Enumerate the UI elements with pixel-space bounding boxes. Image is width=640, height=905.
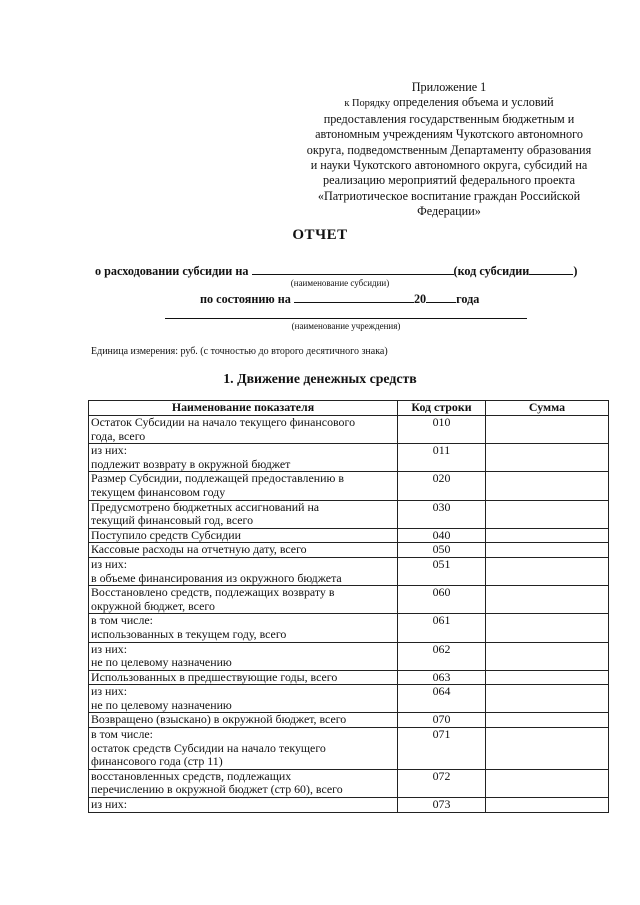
annex-title: Приложение 1 — [411, 80, 487, 94]
sum-cell[interactable] — [486, 586, 609, 614]
indicator-name-line: Кассовые расходы на отчетную дату, всего — [91, 542, 307, 557]
indicator-name-line: из них: — [91, 684, 128, 699]
indicator-name-line: не по целевому назначению — [91, 655, 232, 670]
indicator-name-cell — [89, 557, 398, 585]
row-code-cell: 010 — [398, 416, 486, 444]
row-code-cell: 011 — [398, 444, 486, 472]
indicator-name-line: остаток средств Субсидии на начало текущего — [91, 740, 326, 755]
sum-cell[interactable] — [486, 528, 609, 543]
indicator-name-cell — [89, 543, 398, 558]
indicator-name-line: подлежит возврату в окружной бюджет — [91, 456, 291, 471]
sum-cell[interactable] — [486, 416, 609, 444]
indicator-name-line: окружной бюджет, всего — [91, 598, 215, 613]
annex-line: автономным учреждениям Чукотского автономного — [315, 127, 583, 142]
indicator-name-cell — [89, 472, 398, 500]
annex-line: предоставления государственным бюджетным и — [323, 111, 575, 126]
sum-cell[interactable] — [486, 444, 609, 472]
indicator-name-line: Поступило средств Субсидии — [91, 527, 242, 542]
table-row — [89, 670, 609, 685]
annex-line: и науки Чукотского автономного округа, субсидий на — [310, 158, 588, 173]
sum-cell[interactable] — [486, 472, 609, 500]
subsidy-caption: (наименование субсидии) — [290, 278, 390, 288]
indicator-name-line: Использованных в предшествующие годы, всего — [91, 669, 338, 684]
indicator-name-line: перечислению в окружной бюджет (стр 60), всего — [91, 782, 343, 797]
annex-line: реализацию мероприятий федерального проекта — [322, 173, 576, 188]
cash-flow-table — [88, 400, 609, 813]
sum-cell[interactable] — [486, 798, 609, 813]
indicator-name-cell — [89, 528, 398, 543]
table-row — [89, 769, 609, 797]
year-suffix: года — [456, 292, 480, 306]
indicator-name-cell — [89, 642, 398, 670]
column-header-code: Код строки — [398, 401, 486, 416]
indicator-name-line: Размер Субсидии, подлежащей предоставлению в — [91, 471, 344, 486]
annex-line: округа, подведомственным Департаменту образования — [306, 142, 592, 157]
indicator-name-cell — [89, 685, 398, 713]
indicator-name-cell — [89, 769, 398, 797]
row-code-cell: 051 — [398, 557, 486, 585]
row-code-cell: 064 — [398, 685, 486, 713]
sum-cell[interactable] — [486, 728, 609, 770]
indicator-name-line: из них: — [91, 556, 128, 571]
table-row — [89, 472, 609, 500]
row-code-cell: 020 — [398, 472, 486, 500]
table-row — [89, 614, 609, 642]
table-row — [89, 500, 609, 528]
row-code-cell: 070 — [398, 713, 486, 728]
indicator-name-line: года, всего — [91, 428, 146, 443]
subsidy-code-close: ) — [573, 264, 578, 278]
table-row — [89, 557, 609, 585]
annex-prefix: к Порядку — [344, 98, 391, 110]
indicator-name-cell — [89, 670, 398, 685]
subsidy-line — [95, 262, 577, 279]
sum-cell[interactable] — [486, 685, 609, 713]
row-code-cell: 030 — [398, 500, 486, 528]
report-title: ОТЧЕТ — [292, 227, 348, 243]
table-row — [89, 642, 609, 670]
indicator-name-cell — [89, 713, 398, 728]
indicator-name-line: Восстановлено средств, подлежащих возврату в — [91, 585, 335, 600]
table-row — [89, 728, 609, 770]
subsidy-name-field[interactable] — [252, 262, 454, 275]
indicator-name-line: в том числе: — [91, 727, 153, 742]
indicator-name-cell — [89, 416, 398, 444]
row-code-cell: 073 — [398, 798, 486, 813]
row-code-cell: 063 — [398, 670, 486, 685]
as-of-line — [200, 290, 479, 307]
row-code-cell: 061 — [398, 614, 486, 642]
row-code-cell: 071 — [398, 728, 486, 770]
annex-line: «Патриотическое воспитание граждан Российской — [317, 188, 581, 203]
table-row — [89, 685, 609, 713]
indicator-name-cell — [89, 444, 398, 472]
indicator-name-line: финансового года (стр 11) — [91, 754, 223, 769]
section-title: 1. Движение денежных средств — [223, 371, 417, 386]
indicator-name-line: Остаток Субсидии на начало текущего финансового — [91, 415, 356, 429]
table-row — [89, 798, 609, 813]
sum-cell[interactable] — [486, 713, 609, 728]
sum-cell[interactable] — [486, 557, 609, 585]
column-header-name: Наименование показателя — [89, 401, 398, 416]
indicator-name-line: не по целевому назначению — [91, 697, 232, 712]
table-header-row — [89, 401, 609, 416]
indicator-name-cell — [89, 586, 398, 614]
indicator-name-cell — [89, 728, 398, 770]
subsidy-code-label: (код субсидии — [453, 264, 530, 278]
as-of-prefix: по состоянию на — [200, 292, 291, 306]
annex-line-1 — [288, 95, 610, 111]
indicator-name-line: восстановленных средств, подлежащих — [91, 768, 292, 783]
indicator-name-line: в объеме финансирования из окружного бюджета — [91, 570, 342, 585]
indicator-name-cell — [89, 614, 398, 642]
table-body — [89, 416, 609, 813]
indicator-name-line: в том числе: — [91, 613, 153, 628]
table-row — [89, 416, 609, 444]
row-code-cell: 062 — [398, 642, 486, 670]
indicator-name-line: Предусмотрено бюджетных ассигнований на — [91, 499, 320, 514]
indicator-name-line: текущем финансовом году — [91, 484, 226, 499]
unit-label: Единица измерения: руб. (с точностью до второго десятичного знака) — [91, 346, 388, 357]
row-code-cell: 072 — [398, 769, 486, 797]
institution-field[interactable] — [165, 318, 527, 319]
row-code-cell: 040 — [398, 528, 486, 543]
indicator-name-cell — [89, 500, 398, 528]
sum-cell[interactable] — [486, 543, 609, 558]
sum-cell[interactable] — [486, 614, 609, 642]
sum-cell[interactable] — [486, 500, 609, 528]
sum-cell[interactable] — [486, 642, 609, 670]
indicator-name-line: из них: — [91, 641, 128, 656]
indicator-name-line: использованных в текущем году, всего — [91, 626, 287, 641]
row-code-cell: 050 — [398, 543, 486, 558]
indicator-name-line: из них: — [91, 443, 128, 458]
table-row — [89, 528, 609, 543]
indicator-name-line: Возвращено (взыскано) в окружной бюджет, всего — [91, 712, 347, 727]
as-of-date-field[interactable] — [294, 290, 414, 303]
annex-line: Федерации» — [417, 204, 481, 219]
row-code-cell: 060 — [398, 586, 486, 614]
indicator-name-line: текущий финансовый год, всего — [91, 513, 254, 528]
year-field[interactable] — [426, 290, 456, 303]
institution-caption: (наименование учреждения) — [291, 321, 401, 331]
year-prefix: 20 — [413, 292, 427, 306]
indicator-name-line: из них: — [91, 797, 128, 812]
subsidy-code-field[interactable] — [529, 262, 573, 275]
table-row — [89, 586, 609, 614]
sum-cell[interactable] — [486, 769, 609, 797]
subsidy-prefix: о расходовании субсидии на — [95, 264, 249, 278]
column-header-sum: Сумма — [486, 401, 609, 416]
sum-cell[interactable] — [486, 670, 609, 685]
annex-block — [288, 80, 610, 220]
table-row — [89, 543, 609, 558]
table-row — [89, 713, 609, 728]
indicator-name-cell — [89, 798, 398, 813]
table-row — [89, 444, 609, 472]
annex-line-1-text: определения объема и условий — [393, 95, 554, 110]
